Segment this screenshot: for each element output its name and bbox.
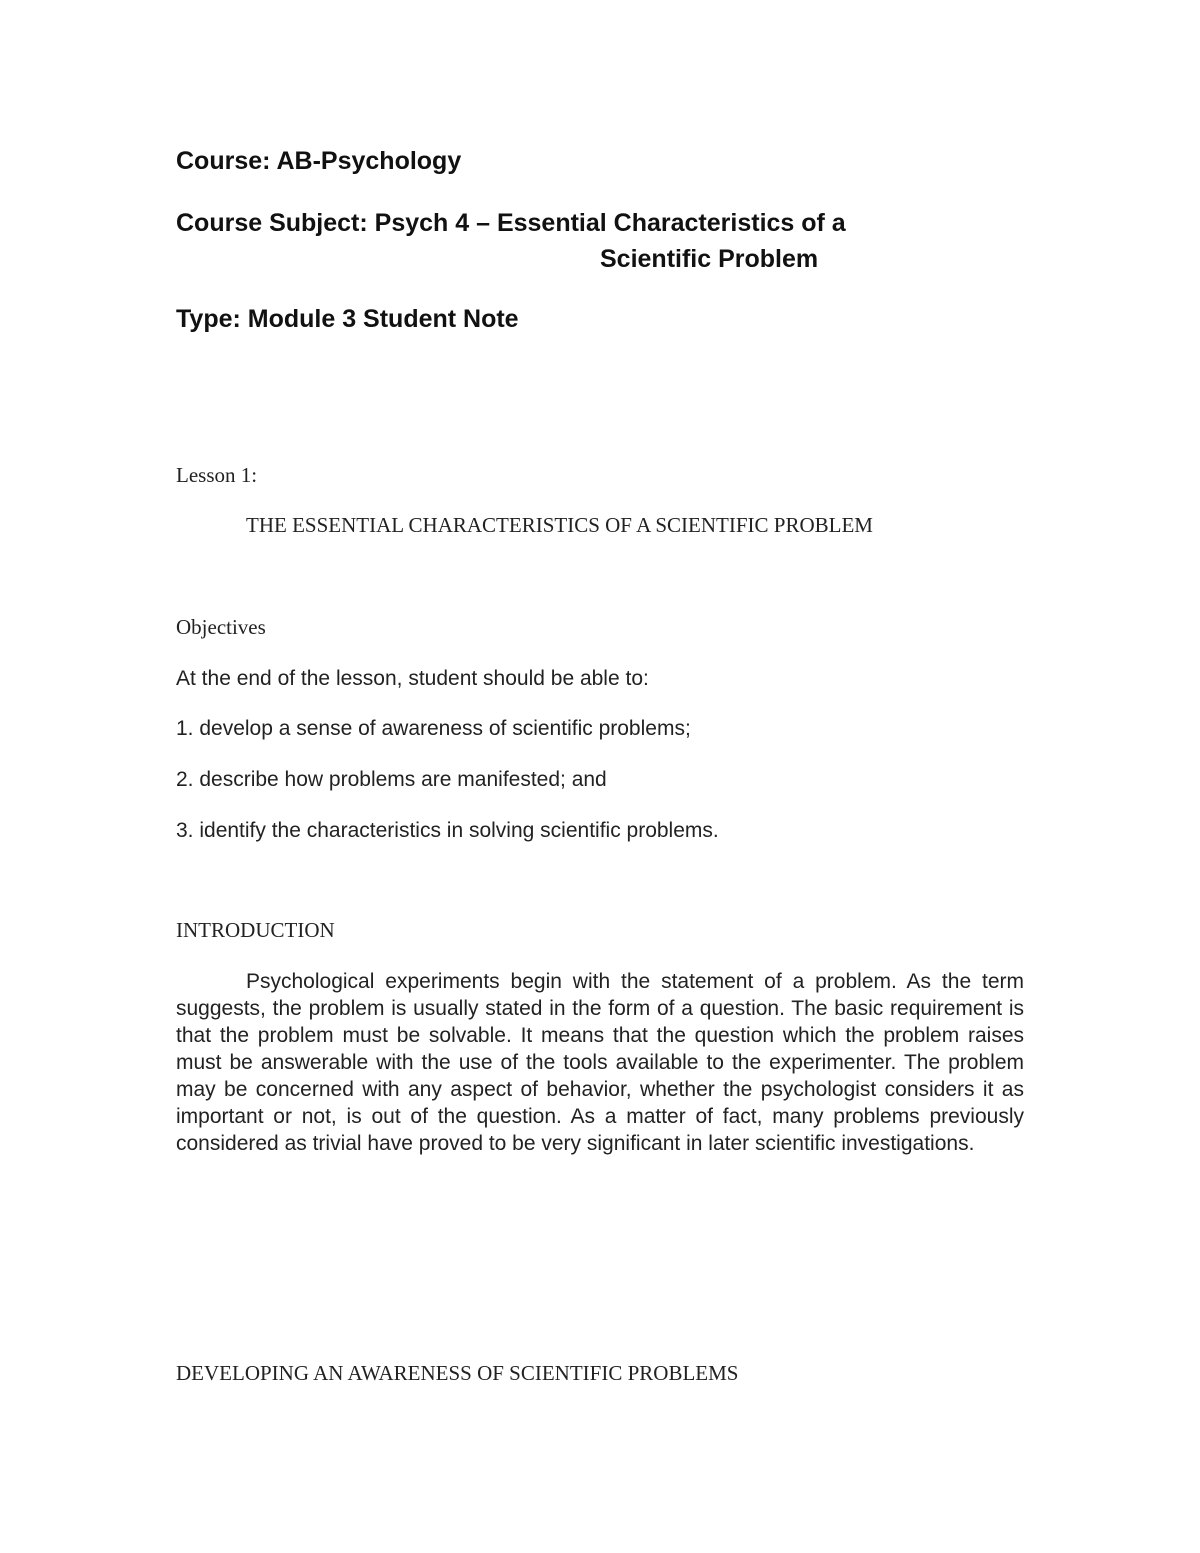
type-label: Type: Module 3 Student Note	[176, 305, 519, 333]
section-heading-awareness: DEVELOPING AN AWARENESS OF SCIENTIFIC PROBLEMS	[176, 1361, 739, 1385]
objectives-heading: Objectives	[176, 615, 266, 639]
objective-item-3: 3. identify the characteristics in solving scientific problems.	[176, 819, 719, 842]
introduction-heading: INTRODUCTION	[176, 918, 335, 942]
objective-item-1: 1. develop a sense of awareness of scientific problems;	[176, 717, 691, 740]
course-subject-line-1: Course Subject: Psych 4 – Essential Characteristics of a	[176, 209, 846, 237]
objective-item-2: 2. describe how problems are manifested; and	[176, 768, 607, 791]
course-subject-line-2: Scientific Problem	[600, 245, 819, 273]
introduction-paragraph: Psychological experiments begin with the statement of a problem. As the term suggests, the problem is usually stated in the form of a question. The basic requirement is that the problem must be solvable. It means that the question which the problem raises must be answerable with the use of the tools available to the experimenter. The problem may be concerned with any aspect of behavior, whether the psychologist considers it as important or not, is out of the question. As a matter of fact, many problems previously considered as trivial have proved to be very significant in later scientific investigations.	[176, 970, 1024, 1155]
lesson-label: Lesson 1:	[176, 463, 258, 487]
course-label: Course: AB-Psychology	[176, 147, 462, 175]
objectives-intro: At the end of the lesson, student should be able to:	[176, 667, 649, 690]
lesson-title: THE ESSENTIAL CHARACTERISTICS OF A SCIENTIFIC PROBLEM	[246, 513, 873, 537]
